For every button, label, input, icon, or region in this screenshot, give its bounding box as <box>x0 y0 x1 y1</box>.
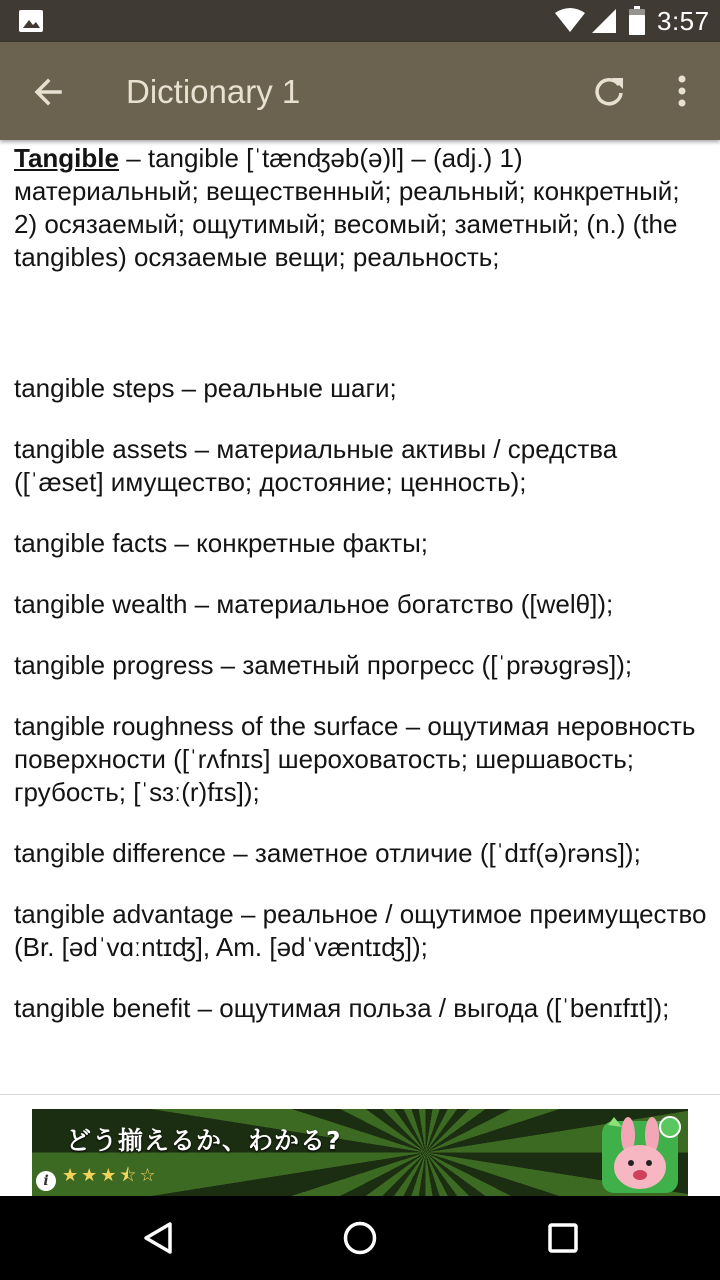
phrase-entry: tangible steps – реальные шаги; <box>14 373 397 403</box>
phrase-entry: tangible facts – конкретные факты; <box>14 528 429 558</box>
app-bar <box>0 42 720 140</box>
ad-text: どう揃えるか、わかる? <box>66 1126 342 1155</box>
phrase-entry: tangible progress – заметный прогресс ([ˈprəʊgrəs]); <box>14 650 633 680</box>
app-mascot-icon <box>600 1113 682 1195</box>
home-circle-icon[interactable] <box>342 1220 378 1256</box>
main-definition: – tangible [ˈtænʤəb(ə)l] – (adj.) 1) материальный; вещественный; реальный; конкретный; 2) осязаемый; ощутимый; весомый; заметный; (n.) (the tangibles) осязаемые вещи; реальность; <box>14 143 680 272</box>
status-time: 3:57 <box>657 6 710 36</box>
phrase-entry: tangible assets – материальные активы / средства ([ˈæset] имущество; достояние; ценность); <box>14 434 618 497</box>
image-notification-icon <box>18 9 44 33</box>
phrase-entry: tangible difference – заметное отличие ([ˈdɪf(ə)rəns]); <box>14 838 641 868</box>
dictionary-entry-content <box>14 142 708 1092</box>
ad-banner[interactable] <box>32 1109 688 1196</box>
ad-area <box>0 1095 720 1196</box>
more-vert-icon[interactable] <box>670 72 694 110</box>
back-triangle-icon[interactable] <box>140 1220 176 1256</box>
back-arrow-icon[interactable] <box>30 74 66 110</box>
page-title: Dictionary 1 <box>126 73 301 110</box>
phrase-entry: tangible advantage – реальное / ощутимое преимущество (Br. [ədˈvɑːntɪʤ], Am. [ədˈvæntɪʤ]); <box>14 899 707 962</box>
wifi-icon <box>554 7 586 33</box>
refresh-icon[interactable] <box>590 72 628 110</box>
phrase-entry: tangible roughness of the surface – ощутимая неровность поверхности ([ˈrʌfnɪs] шероховатость; шершавость; грубость; [ˈsɜː(r)fɪs]); <box>14 711 696 807</box>
ad-info-icon[interactable]: i <box>36 1171 56 1191</box>
recents-square-icon[interactable] <box>546 1220 580 1256</box>
cell-signal-icon <box>591 8 617 34</box>
system-nav-bar <box>0 1196 720 1280</box>
phrase-entry: tangible wealth – материальное богатство ([welθ]); <box>14 589 614 619</box>
phrase-entry: tangible benefit – ощутимая польза / выгода ([ˈbenɪfɪt]); <box>14 993 670 1023</box>
headword: Tangible <box>14 143 119 173</box>
ad-rating-stars: ★★★⯪☆ <box>62 1165 159 1186</box>
main-entry <box>14 142 708 274</box>
battery-icon <box>628 6 646 36</box>
status-bar <box>0 0 720 42</box>
